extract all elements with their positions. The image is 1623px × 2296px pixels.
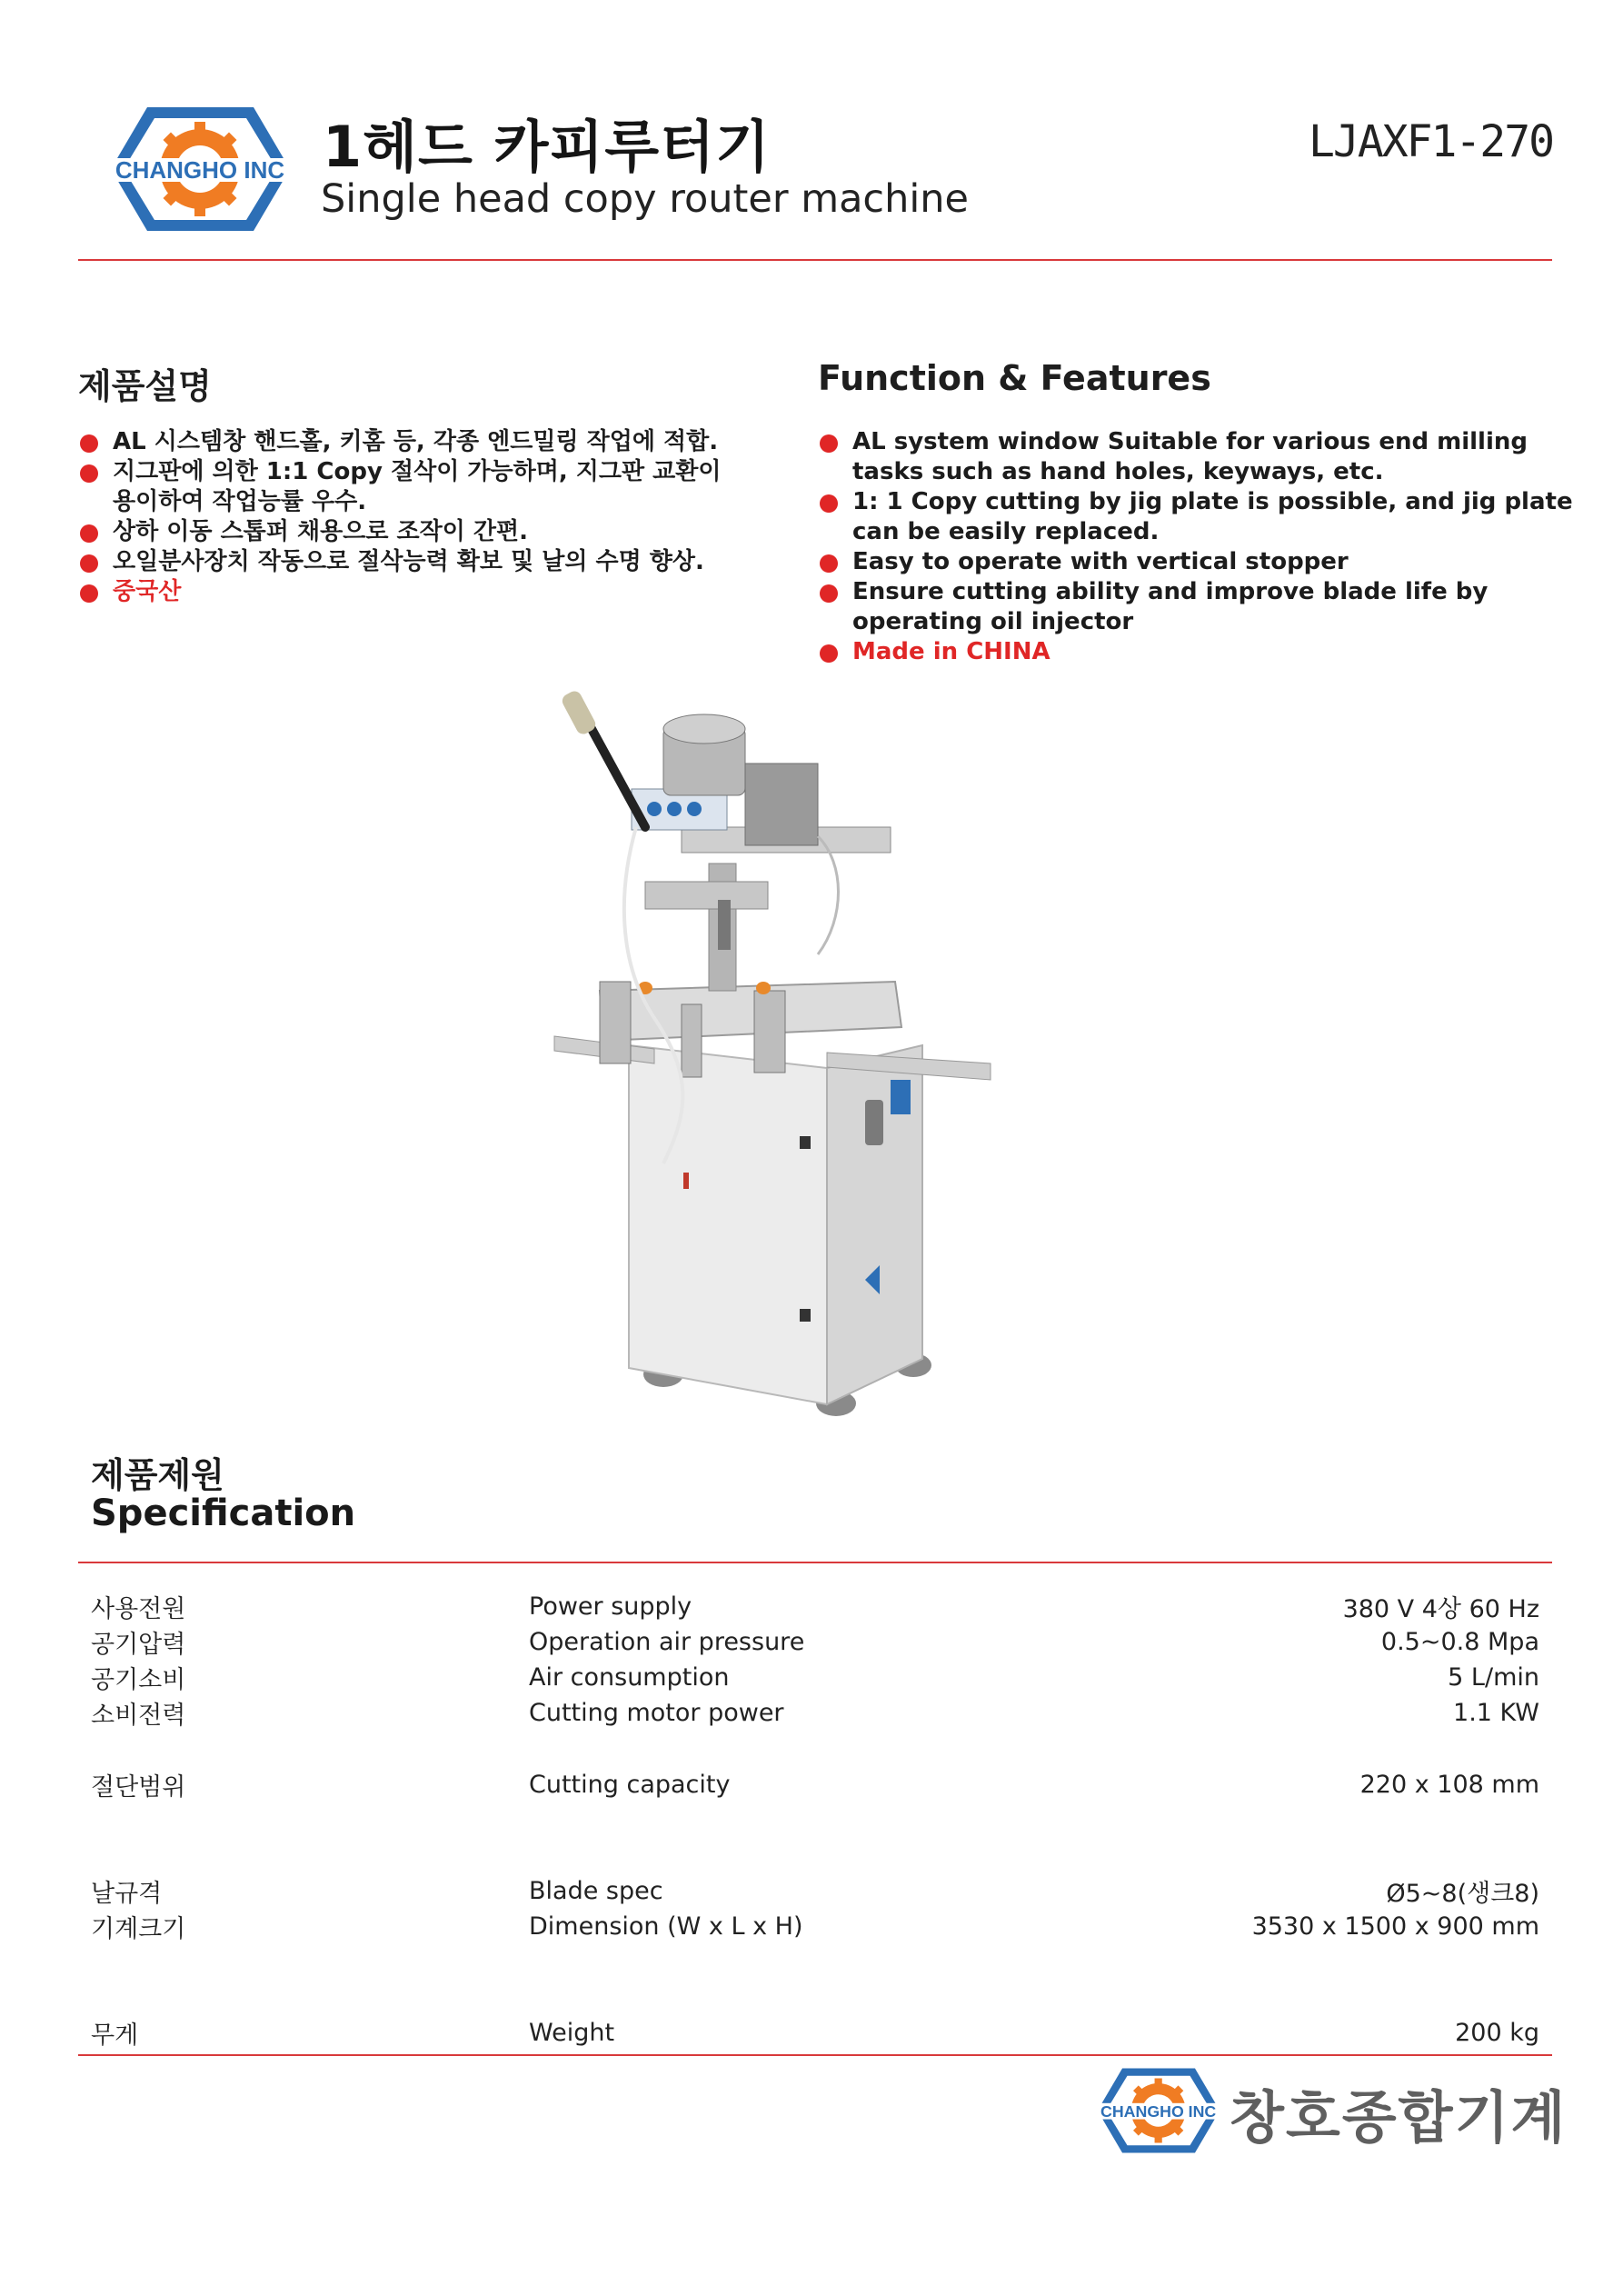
spec-label-ko: 소비전력 (91, 1702, 186, 1730)
header-divider (78, 259, 1552, 261)
spec-value: 1.1 KW (1453, 1699, 1539, 1727)
spec-label-ko: 기계크기 (91, 1915, 186, 1943)
table-row (91, 1624, 1539, 1660)
list-item: AL 시스템창 핸드홀, 키홈 등, 각종 엔드밀링 작업에 적합. (80, 427, 734, 457)
description-en-heading: Function & Features (818, 358, 1211, 398)
spec-value: 3530 x 1500 x 900 mm (1251, 1912, 1539, 1941)
description-ko-heading: 제품설명 (78, 366, 212, 406)
table-row (91, 1873, 1539, 1909)
spec-label-ko: 날규격 (91, 1880, 163, 1908)
spec-label-en: Cutting capacity (529, 1771, 731, 1799)
list-item: Ensure cutting ability and improve blade life by operating oil injector (820, 577, 1601, 637)
list-item: 오일분사장치 작동으로 절삭능력 확보 및 날의 수명 향상. (80, 547, 734, 577)
list-item: AL system window Suitable for various end milling tasks such as hand holes, keyways, etc. (820, 427, 1601, 487)
list-item-origin: Made in CHINA (820, 637, 1601, 667)
spec-label-en: Weight (529, 2019, 615, 2047)
table-row (91, 1909, 1539, 1944)
spec-label-en: Power supply (529, 1592, 692, 1621)
product-title-en: Single head copy router machine (321, 176, 969, 222)
spec-value: 0.5~0.8 Mpa (1380, 1628, 1539, 1656)
spec-label-ko: 무게 (91, 2021, 139, 2050)
company-name: 창호종합기계 (1230, 2084, 1568, 2151)
spec-label-en: Operation air pressure (529, 1628, 805, 1656)
list-item: 지그판에 의한 1:1 Copy 절삭이 가능하며, 지그판 교환이 용이하여 작업능률 우수. (80, 457, 734, 517)
spec-label-ko: 사용전원 (91, 1595, 186, 1623)
spec-heading-ko: 제품제원 (91, 1455, 224, 1495)
table-row (91, 2015, 1539, 2051)
spec-label-en: Air consumption (529, 1663, 730, 1692)
spec-label-ko: 공기압력 (91, 1631, 186, 1659)
spec-value: 220 x 108 mm (1359, 1771, 1539, 1799)
list-item-origin: 중국산 (80, 577, 734, 607)
spec-label-ko: 공기소비 (91, 1666, 186, 1694)
list-item: 1: 1 Copy cutting by jig plate is possible, and jig plate can be easily replaced. (820, 487, 1601, 547)
product-title-ko: 1헤드 카피루터기 (323, 114, 771, 180)
spec-heading-en: Specification (91, 1492, 356, 1534)
table-row (91, 1660, 1539, 1695)
footer-logo (1095, 2063, 1222, 2158)
model-number: LJAXF1-270 (1309, 116, 1553, 167)
spec-value: 380 V 4상 60 Hz (1342, 1595, 1539, 1623)
table-row (91, 1589, 1539, 1624)
table-row (91, 1695, 1539, 1731)
description-en-list (820, 427, 1601, 667)
machine-photo (545, 691, 1000, 1427)
list-item: 상하 이동 스톱퍼 채용으로 조작이 간편. (80, 517, 734, 547)
company-logo (107, 102, 294, 236)
spec-table (91, 1589, 1539, 2051)
spec-label-en: Cutting motor power (529, 1699, 784, 1727)
spec-value: 200 kg (1455, 2019, 1539, 2047)
table-spacer (91, 1731, 1539, 1767)
spec-value: Ø5~8(생크8) (1386, 1880, 1539, 1908)
spec-bottom-divider (78, 2054, 1552, 2056)
spec-top-divider (78, 1562, 1552, 1563)
table-row (91, 1767, 1539, 1802)
footer-logo-text: CHANGHO INC (1100, 2101, 1217, 2121)
table-spacer (91, 1944, 1539, 2015)
spec-value: 5 L/min (1448, 1663, 1539, 1692)
spec-label-ko: 절단범위 (91, 1773, 186, 1802)
logo-text: CHANGHO INC (115, 156, 285, 184)
table-spacer (91, 1802, 1539, 1873)
spec-label-en: Dimension (W x L x H) (529, 1912, 803, 1941)
list-item: Easy to operate with vertical stopper (820, 547, 1601, 577)
description-ko-list (80, 427, 734, 607)
spec-label-en: Blade spec (529, 1877, 663, 1905)
